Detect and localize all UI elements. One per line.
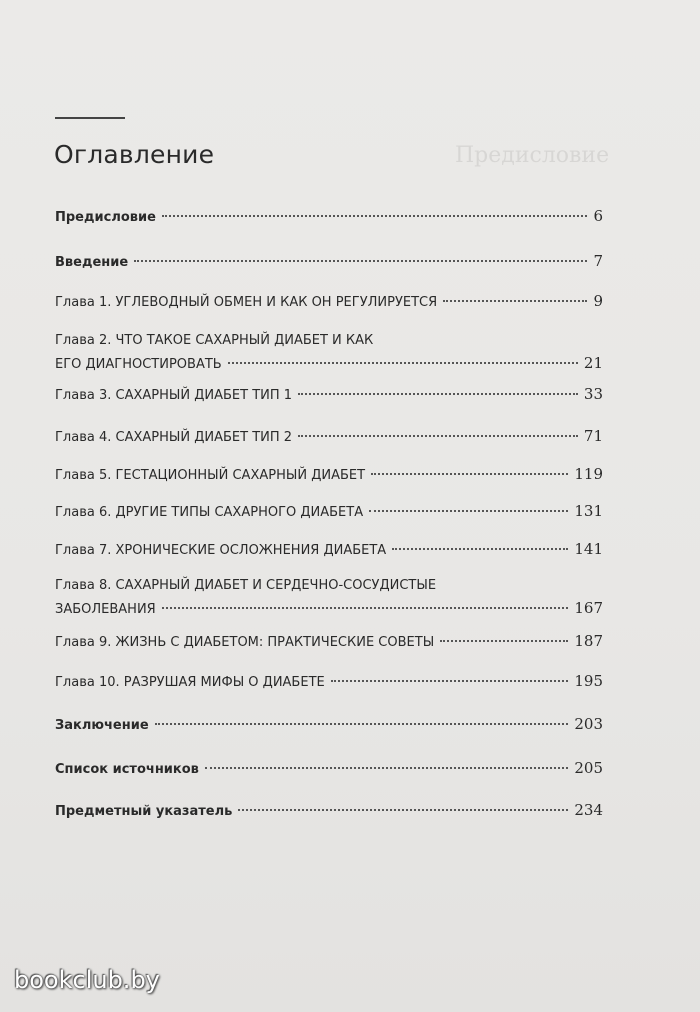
toc-page-number: 234 — [574, 801, 603, 819]
dot-leader — [331, 680, 569, 682]
toc-entry-line — [55, 670, 603, 694]
toc-entry-title: ЗАБОЛЕВАНИЯ — [55, 602, 156, 617]
dot-leader — [298, 393, 578, 395]
toc-page-number: 203 — [574, 715, 603, 733]
toc-entry — [55, 425, 603, 449]
toc-entry-line — [55, 250, 603, 274]
toc-page-number: 33 — [583, 385, 603, 403]
toc-entry-line — [55, 630, 603, 654]
toc-page-number: 6 — [593, 207, 603, 225]
toc-entry-title: Список источников — [55, 762, 199, 777]
toc-entry-line — [55, 597, 603, 621]
page-title: Оглавление — [54, 140, 215, 169]
dot-leader — [443, 300, 587, 302]
toc-entry-title: Предметный указатель — [55, 804, 233, 819]
toc-page-number: 205 — [574, 759, 603, 777]
bleed-through-heading: Предисловие — [455, 143, 610, 168]
toc-entry — [55, 500, 603, 524]
dot-leader — [369, 510, 568, 512]
toc-entry — [55, 250, 603, 274]
dot-leader — [162, 607, 569, 609]
toc-entry-title: Глава 10. РАЗРУШАЯ МИФЫ О ДИАБЕТЕ — [55, 675, 325, 690]
toc-entry-title: Глава 1. УГЛЕВОДНЫЙ ОБМЕН И КАК ОН РЕГУЛИРУЕТСЯ — [55, 295, 438, 310]
toc-entry-title: Предисловие — [55, 210, 156, 225]
dot-leader — [238, 809, 568, 811]
dot-leader — [162, 215, 588, 217]
toc-entry-title: Введение — [55, 255, 129, 270]
toc-entry-title: Глава 5. ГЕСТАЦИОННЫЙ САХАРНЫЙ ДИАБЕТ — [55, 468, 366, 483]
toc-entry-line — [55, 463, 603, 487]
dot-leader — [155, 723, 569, 725]
dot-leader — [440, 640, 568, 642]
toc-entry-line — [55, 205, 603, 229]
toc-entry — [55, 290, 603, 314]
toc-entry — [55, 383, 603, 407]
toc-entry — [55, 330, 603, 376]
toc-entry — [55, 713, 603, 737]
toc-entry — [55, 799, 603, 823]
toc-entry-line — [55, 799, 603, 823]
toc-entry-title: ЕГО ДИАГНОСТИРОВАТЬ — [55, 357, 222, 372]
toc-page-number: 9 — [593, 292, 603, 310]
toc-page-number: 167 — [574, 599, 603, 617]
toc-entry-line — [55, 425, 603, 449]
toc-page-number: 71 — [583, 427, 603, 445]
toc-entry-title-line: Глава 2. ЧТО ТАКОЕ САХАРНЫЙ ДИАБЕТ И КАК — [55, 333, 374, 348]
watermark: bookclub.by — [14, 966, 160, 994]
toc-entry — [55, 757, 603, 781]
toc-entry-title: Глава 7. ХРОНИЧЕСКИЕ ОСЛОЖНЕНИЯ ДИАБЕТА — [55, 543, 387, 558]
toc-page-number: 187 — [574, 632, 603, 650]
toc-page-number: 141 — [574, 540, 603, 558]
toc-entry-title: Глава 3. САХАРНЫЙ ДИАБЕТ ТИП 1 — [55, 388, 293, 403]
toc-entry-title-line: Глава 8. САХАРНЫЙ ДИАБЕТ И СЕРДЕЧНО-СОСУДИСТЫЕ — [55, 578, 437, 593]
toc-entry-line — [55, 290, 603, 314]
dot-leader — [205, 767, 568, 769]
toc-entry — [55, 538, 603, 562]
toc-entry-line — [55, 757, 603, 781]
toc-entry — [55, 670, 603, 694]
toc-page-number: 21 — [583, 354, 603, 372]
dot-leader — [228, 362, 578, 364]
toc-page-number: 119 — [574, 465, 603, 483]
toc-entry — [55, 205, 603, 229]
dot-leader — [392, 548, 568, 550]
dot-leader — [371, 473, 568, 475]
toc-entry-title: Заключение — [55, 718, 149, 733]
toc-entry — [55, 575, 603, 621]
dot-leader — [134, 260, 587, 262]
toc-entry-title: Глава 6. ДРУГИЕ ТИПЫ САХАРНОГО ДИАБЕТА — [55, 505, 364, 520]
toc-entry-line — [55, 383, 603, 407]
dot-leader — [298, 435, 578, 437]
toc-entry — [55, 630, 603, 654]
toc-entry-line — [55, 352, 603, 376]
toc-entry-line — [55, 500, 603, 524]
toc-page-number: 7 — [593, 252, 603, 270]
toc-page-number: 195 — [574, 672, 603, 690]
toc-entry-line — [55, 538, 603, 562]
heading-rule — [55, 117, 125, 119]
toc-entry-title: Глава 9. ЖИЗНЬ С ДИАБЕТОМ: ПРАКТИЧЕСКИЕ СОВЕТЫ — [55, 635, 435, 650]
toc-entry — [55, 463, 603, 487]
toc-entry-title: Глава 4. САХАРНЫЙ ДИАБЕТ ТИП 2 — [55, 430, 293, 445]
toc-page-number: 131 — [574, 502, 603, 520]
toc-entry-line — [55, 713, 603, 737]
